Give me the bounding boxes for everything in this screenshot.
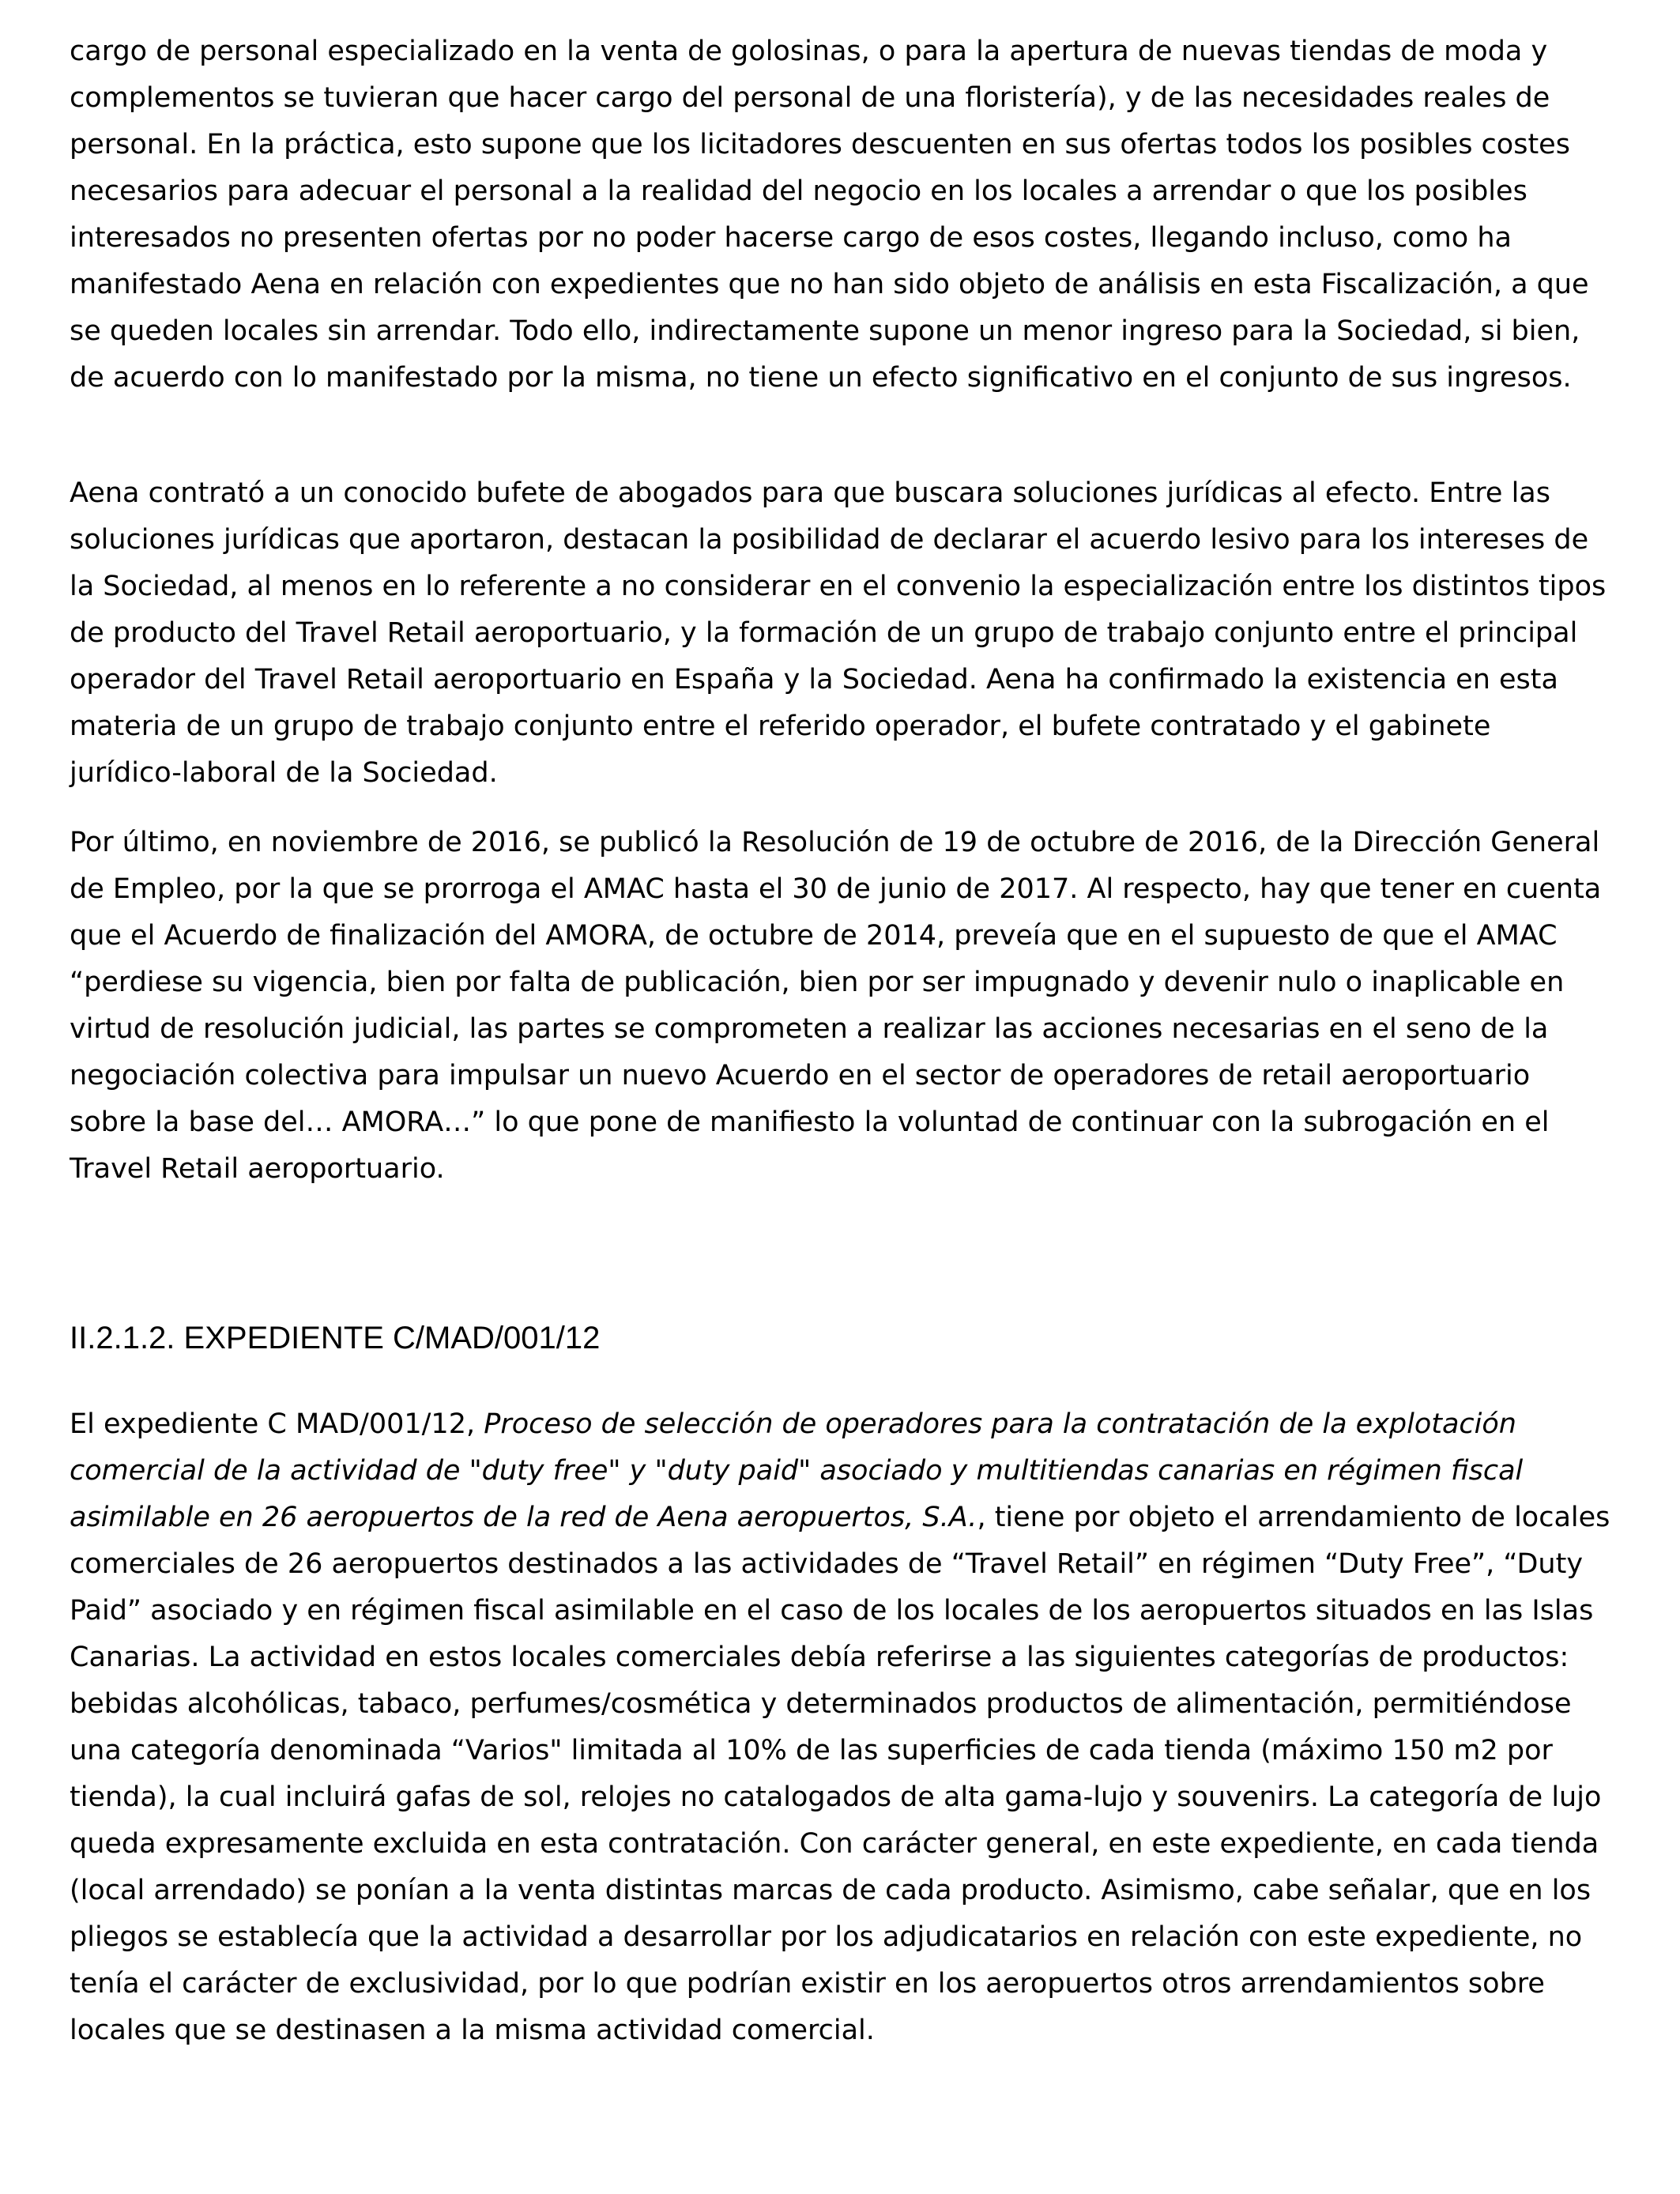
paragraph-expediente-description — [70, 1401, 1610, 2054]
paragraph-law-firm: Aena contrató a un conocido bufete de abogados para que buscara soluciones jurídicas al efecto. Entre las soluciones jurídicas que aportaron, destacan la posibilidad de declarar el acuerdo lesivo para los intereses de la Sociedad, al menos en lo referente a no considerar en el convenio la especialización entre los distintos tipos de producto del Travel Retail aeroportuario, y la formación de un grupo de trabajo conjunto entre el principal operador del Travel Retail aeroportuario en España y la Sociedad. Aena ha confirmado la existencia en esta materia de un grupo de trabajo conjunto entre el referido operador, el bufete contratado y el gabinete jurídico-laboral de la Sociedad. — [70, 477, 1607, 789]
section-heading: II.2.1.2. EXPEDIENTE C/MAD/001/12 — [70, 1321, 601, 1355]
paragraph-lead-text: El expediente C MAD/001/12, — [70, 1408, 484, 1440]
paragraph-amac-extension: Por último, en noviembre de 2016, se publicó la Resolución de 19 de octubre de 2016, de la Dirección General de Empleo, por la que se prorroga el AMAC hasta el 30 de junio de 2017. Al respecto, hay que tener en cuenta que el Acuerdo de finalización del AMORA, de octubre de 2014, preveía que en el supuesto de que el AMAC “perdiese su vigencia, bien por falta de publicación, bien por ser impugnado y devenir nulo o inaplicable en virtud de resolución judicial, las partes se comprometen a realizar las acciones necesarias en el seno de la negociación colectiva para impulsar un nuevo Acuerdo en el sector de operadores de retail aeroportuario sobre la base del… AMORA…” lo que pone de manifiesto la voluntad de continuar con la subrogación en el Travel Retail aeroportuario. — [70, 827, 1602, 1185]
paragraph-personal-costs: cargo de personal especializado en la venta de golosinas, o para la apertura de nuevas tiendas de moda y complementos se tuvieran que hacer cargo del personal de una floristería), y de las necesidades reales de personal. En la práctica, esto supone que los licitadores descuenten en sus ofertas todos los posibles costes necesarios para adecuar el personal a la realidad del negocio en los locales a arrendar o que los posibles interesados no presenten ofertas por no poder hacerse cargo de esos costes, llegando incluso, como ha manifestado Aena en relación con expedientes que no han sido objeto de análisis en esta Fiscalización, a que se queden locales sin arrendar. Todo ello, indirectamente supone un menor ingreso para la Sociedad, si bien, de acuerdo con lo manifestado por la misma, no tiene un efecto significativo en el conjunto de sus ingresos. — [70, 36, 1589, 394]
paragraph-body-text: , tiene por objeto el arrendamiento de locales comerciales de 26 aeropuertos destinados a las actividades de “Travel Retail” en régimen “Duty Free”, “Duty Paid” asociado y en régimen fiscal asimilable en el caso de los locales de los aeropuertos situados en las Islas Canarias. La actividad en estos locales comerciales debía referirse a las siguientes categorías de productos: bebidas alcohólicas, tabaco, perfumes/cosmética y determinados productos de alimentación, permitiéndose una categoría denominada “Varios" limitada al 10% de las superficies de cada tienda (máximo 150 m2 por tienda), la cual incluirá gafas de sol, relojes no catalogados de alta gama-lujo y souvenirs. La categoría de lujo queda expresamente excluida en esta contratación. Con carácter general, en este expediente, en cada tienda (local arrendado) se ponían a la venta distintas marcas de cada producto. Asimismo, cabe señalar, que en los pliegos se establecía que la actividad a desarrollar por los adjudicatarios en relación con este expediente, no tenía el carácter de exclusividad, por lo que podrían existir en los aeropuertos otros arrendamientos sobre locales que se destinasen a la misma actividad comercial. — [70, 1502, 1610, 2046]
expediente-title-italic: Proceso de selección de operadores para la contratación de la explotación comercial de la actividad de "duty free" y "duty paid" asociado y multitiendas canarias en régimen fiscal asimilable en 26 aeropuertos de la red de Aena aeropuertos, S.A. — [70, 1408, 1524, 1533]
